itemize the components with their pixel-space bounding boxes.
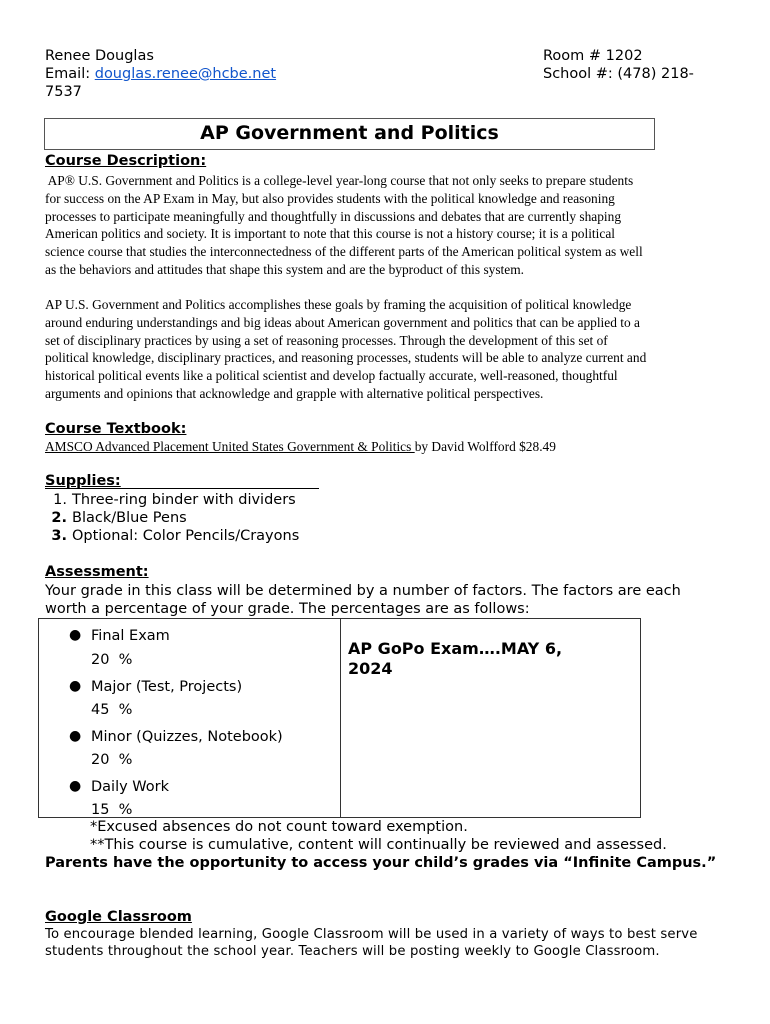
paragraph-line: AP® U.S. Government and Politics is a college-level year-long course that not only seeks to prepare students [45,173,634,188]
paragraph-line: AP U.S. Government and Politics accomplishes these goals by framing the acquisition of political knowledge [45,297,632,312]
google-classroom-line-2: students throughout the school year. Teachers will be posting weekly to Google Classroom. [45,944,660,959]
paragraph-line: political knowledge, disciplinary practices, and reasoning processes, students will be able to analyze current and [45,350,647,366]
paragraph-line: American politics and society. It is important to note that this course is not a history course; it is a political [45,226,615,242]
list-number: 2. [51,510,67,526]
assessment-table [38,618,641,818]
bullet-icon: ● [69,678,82,694]
paragraph-line: historical political events like a political scientist and develop factually accurate, well-reasoned, thoughtful [45,368,618,384]
table-divider [340,619,341,817]
course-description-paragraph-1 [45,172,735,279]
email-label: Email: [45,66,95,82]
bullet-icon: ● [69,728,82,744]
assessment-item-label: Major (Test, Projects) [91,679,243,695]
list-number: 1. [53,492,67,508]
paragraph-line: arguments and opinions that acknowledge and grapple with alternative political perspectives. [45,385,544,401]
list-item [45,527,299,545]
assessment-item-label: Minor (Quizzes, Notebook) [91,729,283,745]
paragraph-line: as the behaviors and attitudes that shape this system and are the byproduct of this system. [45,261,524,277]
textbook-author-price: by David Wolfford $28.49 [414,439,556,454]
paragraph-line: set of disciplinary practices by using a set of reasoning processes. Through the development of this set of [45,332,608,348]
list-item-text: Black/Blue Pens [72,510,187,526]
room-number: Room # 1202 [543,48,643,64]
supplies-heading: Supplies: [45,473,121,489]
phone-tail: 7537 [45,84,82,100]
assessment-item-percent: 45 % [91,702,133,718]
ap-exam-date: AP GoPo Exam….MAY 6, 2024 [348,639,563,678]
supplies-underline [45,488,319,489]
supplies-list [45,491,299,545]
assessment-item-label: Final Exam [91,628,170,644]
paragraph-line: processes to participate meaningfully and thoughtfully in discussions and debates that are currently shaping [45,208,622,224]
course-description-heading: Course Description: [45,153,207,169]
page-title: AP Government and Politics [200,122,499,144]
school-phone: School #: (478) 218- [543,66,694,82]
course-description-paragraph-2 [45,296,735,403]
list-item-text: Three-ring binder with dividers [72,492,296,508]
paragraph-line: around enduring understandings and big ideas about American government and politics that can be applied to a [45,314,640,330]
cumulative-note: **This course is cumulative, content will continually be reviewed and assessed. [90,837,667,853]
assessment-item-percent: 20 % [91,652,133,668]
list-item [45,491,299,509]
bullet-icon: ● [69,778,82,794]
email-line [45,65,276,83]
email-link[interactable]: douglas.renee@hcbe.net [94,66,277,82]
paragraph-line: for success on the AP Exam in May, but also provides students with the political knowledge and reasoning [45,190,615,206]
teacher-name: Renee Douglas [45,48,154,64]
excused-absence-note: *Excused absences do not count toward exemption. [90,819,468,835]
title-box [44,118,655,150]
assessment-intro-line-2: worth a percentage of your grade. The percentages are as follows: [45,601,530,617]
google-classroom-heading: Google Classroom [45,909,192,925]
list-item [45,509,299,527]
assessment-item-percent: 15 % [91,802,133,818]
textbook-title: AMSCO Advanced Placement United States Government & Politics [45,439,415,454]
list-item-text: Optional: Color Pencils/Crayons [72,528,300,544]
parents-infinite-campus-note: Parents have the opportunity to access your child’s grades via “Infinite Campus.” [45,855,717,871]
course-textbook-heading: Course Textbook: [45,421,187,437]
list-number: 3. [51,528,67,544]
textbook-line [45,438,556,456]
paragraph-line: science course that studies the interconnectedness of the different parts of the American political system as well [45,244,643,260]
assessment-intro-line-1: Your grade in this class will be determined by a number of factors. The factors are each [45,583,681,599]
assessment-item-percent: 20 % [91,752,133,768]
bullet-icon: ● [69,627,82,643]
assessment-item-label: Daily Work [91,779,170,795]
assessment-heading: Assessment: [45,564,149,580]
google-classroom-line-1: To encourage blended learning, Google Classroom will be used in a variety of ways to best serve [45,927,698,942]
